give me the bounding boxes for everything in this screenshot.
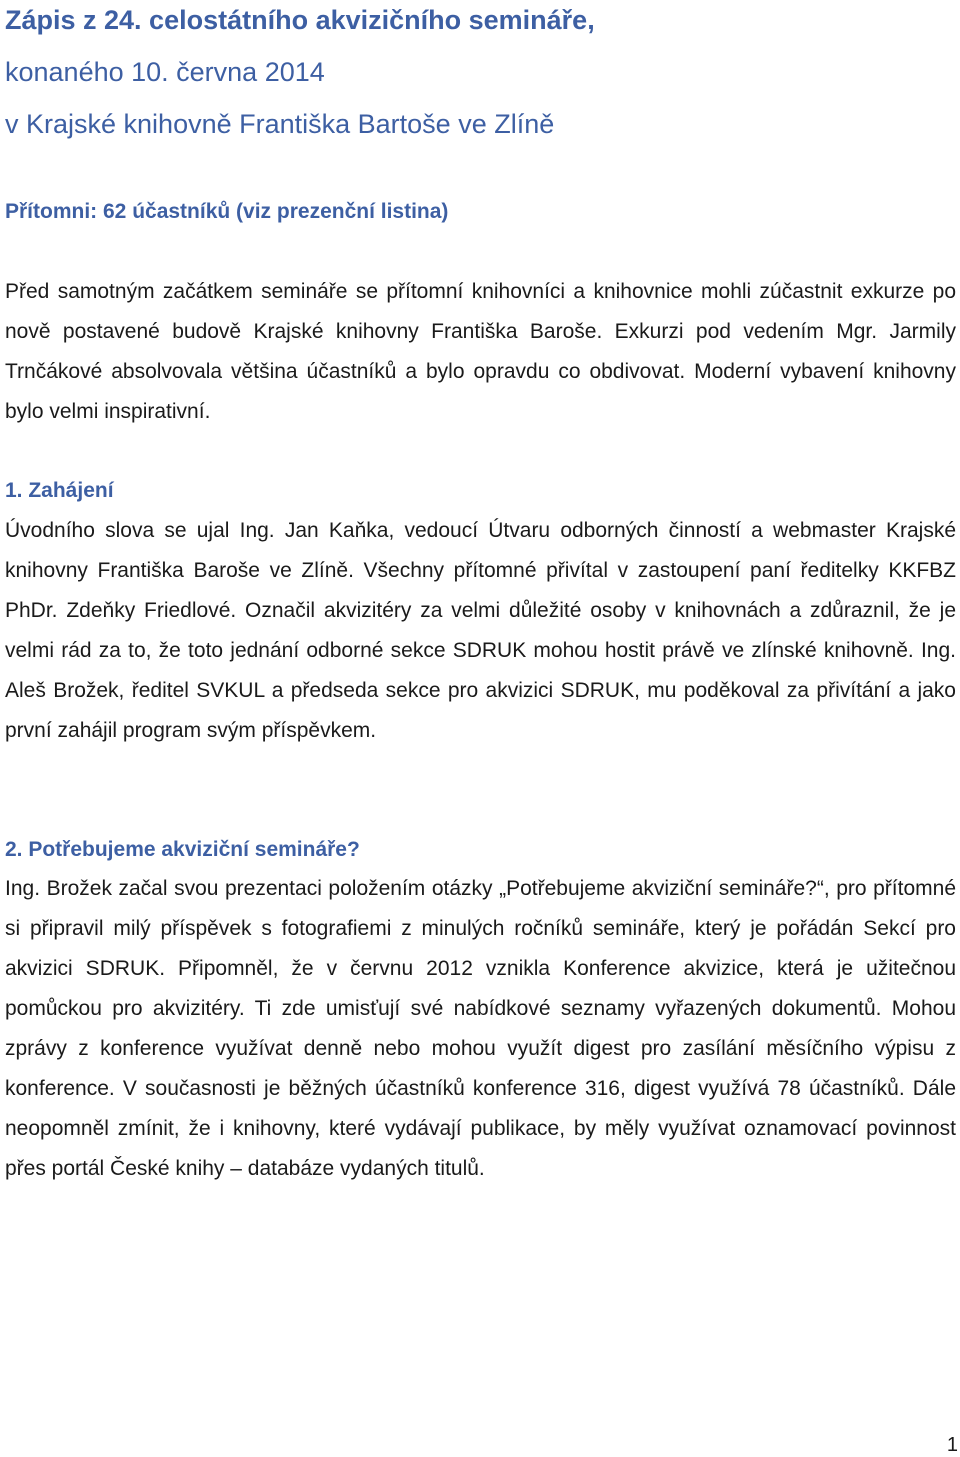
intro-section [5,272,956,432]
section-1-heading: 1. Zahájení [5,479,114,502]
section-2-heading: 2. Potřebujeme akviziční semináře? [5,838,360,861]
document-page [5,0,956,1180]
title-line-2: konaného 10. června 2014 [5,57,325,87]
document-title [5,0,956,150]
page-number: 1 [946,1434,958,1456]
section-2-body [5,869,956,1189]
attendance-line: Přítomni: 62 účastníků (viz prezenční listina) [5,200,449,223]
section-1-body [5,511,956,751]
section-2-paragraph: Ing. Brožek začal svou prezentaci položením otázky „Potřebujeme akviziční semináře?“, pro přítomné si připravil milý příspěvek s fotografiemi z minulých ročníků semináře, který je pořádán Sekcí pro akvizici SDRUK. Připomněl, že v červnu 2012 vznikla Konference akvizice, která je užitečnou pomůckou pro akvizitéry. Ti zde umisťují své nabídkové seznamy vyřazených dokumentů. Mohou zprávy z konference využívat denně nebo mohou využít digest pro zasílání měsíčního výpisu z konference. V současnosti je běžných účastníků konference 316, digest využívá 78 účastníků. Dále neopomněl zmínit, že i knihovny, které vydávají publikace, by měly využívat oznamovací povinnost přes portál České knihy – databáze vydaných titulů. [5,877,956,1180]
title-line-1: Zápis z 24. celostátního akvizičního semináře, [5,5,595,35]
intro-paragraph: Před samotným začátkem semináře se přítomní knihovníci a knihovnice mohli zúčastnit exkurze po nově postavené budově Krajské knihovny Františka Baroše. Exkurzi pod vedením Mgr. Jarmily Trnčákové absolvovala většina účastníků a bylo opravdu co obdivovat. Moderní vybavení knihovny bylo velmi inspirativní. [5,280,956,423]
title-line-3: v Krajské knihovně Františka Bartoše ve Zlíně [5,109,555,139]
section-1-paragraph: Úvodního slova se ujal Ing. Jan Kaňka, vedoucí Útvaru odborných činností a webmaster Krajské knihovny Františka Baroše ve Zlíně. Všechny přítomné přivítal v zastoupení paní ředitelky KKFBZ PhDr. Zdeňky Friedlové. Označil akvizitéry za velmi důležité osoby v knihovnách a zdůraznil, že je velmi rád za to, že toto jednání odborné sekce SDRUK mohou hostit právě ve zlínské knihovně. Ing. Aleš Brožek, ředitel SVKUL a předseda sekce pro akvizici SDRUK, mu poděkoval za přivítání a jako první zahájil program svým příspěvkem. [5,519,956,742]
